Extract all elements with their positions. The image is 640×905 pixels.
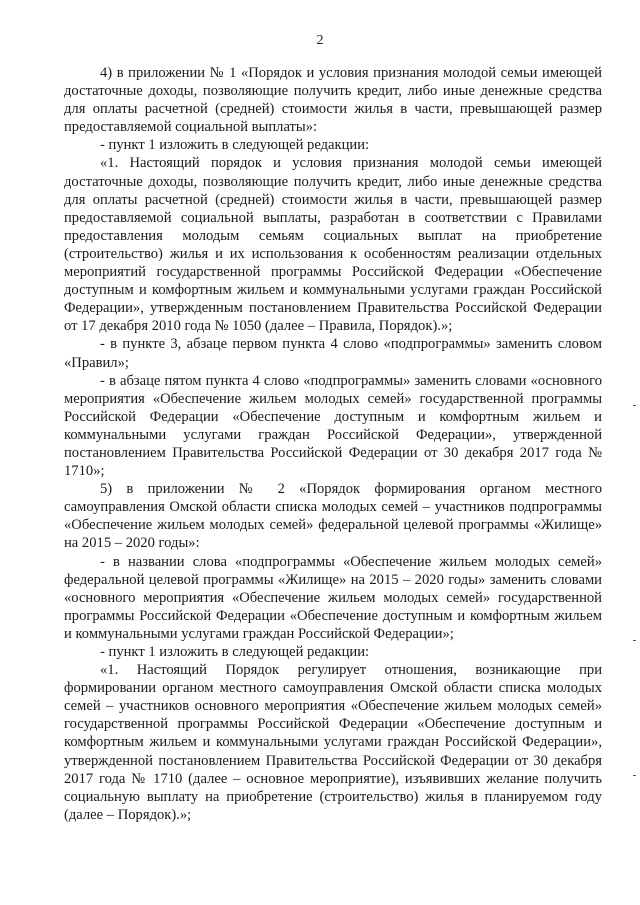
paragraph-point-1-text: «1. Настоящий порядок и условия признания молодой семьи имеющей достаточные доходы, позволяющие получить кредит, либо иные денежные средства для оплаты расчетной (средней) стоимости жилья в части, превышающей размер предоставляемой социальной выплаты, разработан в соответствии с Правилами предоставления молодым семьям социальных выплат на приобретение (строительство) жилья и их использования к особенностям реализации отдельных мероприятий государственной программы Российской Федерации «Обеспечение доступным и комфортным жильем и коммунальными услугами граждан Российской Федерации», утвержденным постановлением Правительства Российской Федерации от 17 декабря 2010 года № 1050 (далее – Правила, Порядок).»;	[64, 155, 602, 335]
paragraph-item-5-appendix-2: 5) в приложении № 2 «Порядок формирования органом местного самоуправления Омской области списка молодых семей – участников подпрограммы «Обеспечение жильем молодых семей» федеральной целевой программы «Жилище» на 2015 – 2020 годы»:	[64, 481, 602, 552]
paragraph-item-4-appendix-1: 4) в приложении № 1 «Порядок и условия признания молодой семьи имеющей достаточные доходы, позволяющие получить кредит, либо иные денежные средства для оплаты расчетной (средней) стоимости жилья в части, превышающей размер предоставляемой социальной выплаты»:	[64, 65, 602, 136]
page-number: 2	[316, 33, 324, 48]
margin-mark	[633, 640, 636, 641]
paragraph-point-3-replace: - в пункте 3, абзаце первом пункта 4 слово «подпрограммы» заменить словом «Правил»;	[64, 336, 602, 371]
paragraph-title-replace: - в названии слова «подпрограммы «Обеспечение жильем молодых семей» федеральной целевой программы «Жилище» на 2015 – 2020 годы» заменить словами «основного мероприятия «Обеспечение жильем молодых семей» государственной программы Российской Федерации «Обеспечение доступным и комфортным жильем и коммунальными услугами граждан Российской Федерации»;	[64, 553, 602, 642]
paragraph-point-1-intro-2: - пункт 1 изложить в следующей редакции:	[100, 644, 370, 660]
document-body	[64, 64, 602, 824]
margin-mark	[633, 775, 636, 776]
paragraph-point-1-intro: - пункт 1 изложить в следующей редакции:	[100, 137, 370, 154]
margin-mark	[633, 405, 636, 406]
paragraph-point-1-text-2: «1. Настоящий Порядок регулирует отношения, возникающие при формировании органом местного самоуправления Омской области списка молодых семей – участников основного мероприятия «Обеспечение жильем молодых семей» государственной программы Российской Федерации «Обеспечение доступным и комфортным жильем и коммунальными услугами граждан Российской Федерации», утвержденной постановлением Правительства Российской Федерации от 30 декабря 2017 года № 1710 (далее – основное мероприятие), изъявивших желание получить социальную выплату на приобретение (строительство) жилья в планируемом году (далее – Порядок).»;	[64, 662, 602, 823]
paragraph-point-4-replace: - в абзаце пятом пункта 4 слово «подпрограммы» заменить словами «основного мероприятия «Обеспечение жильем молодых семей» государственной программы Российской Федерации «Обеспечение доступным и комфортным жильем и коммунальными услугами граждан Российской Федерации», утвержденной постановлением Правительства Российской Федерации от 30 декабря 2017 года № 1710»;	[64, 372, 602, 480]
